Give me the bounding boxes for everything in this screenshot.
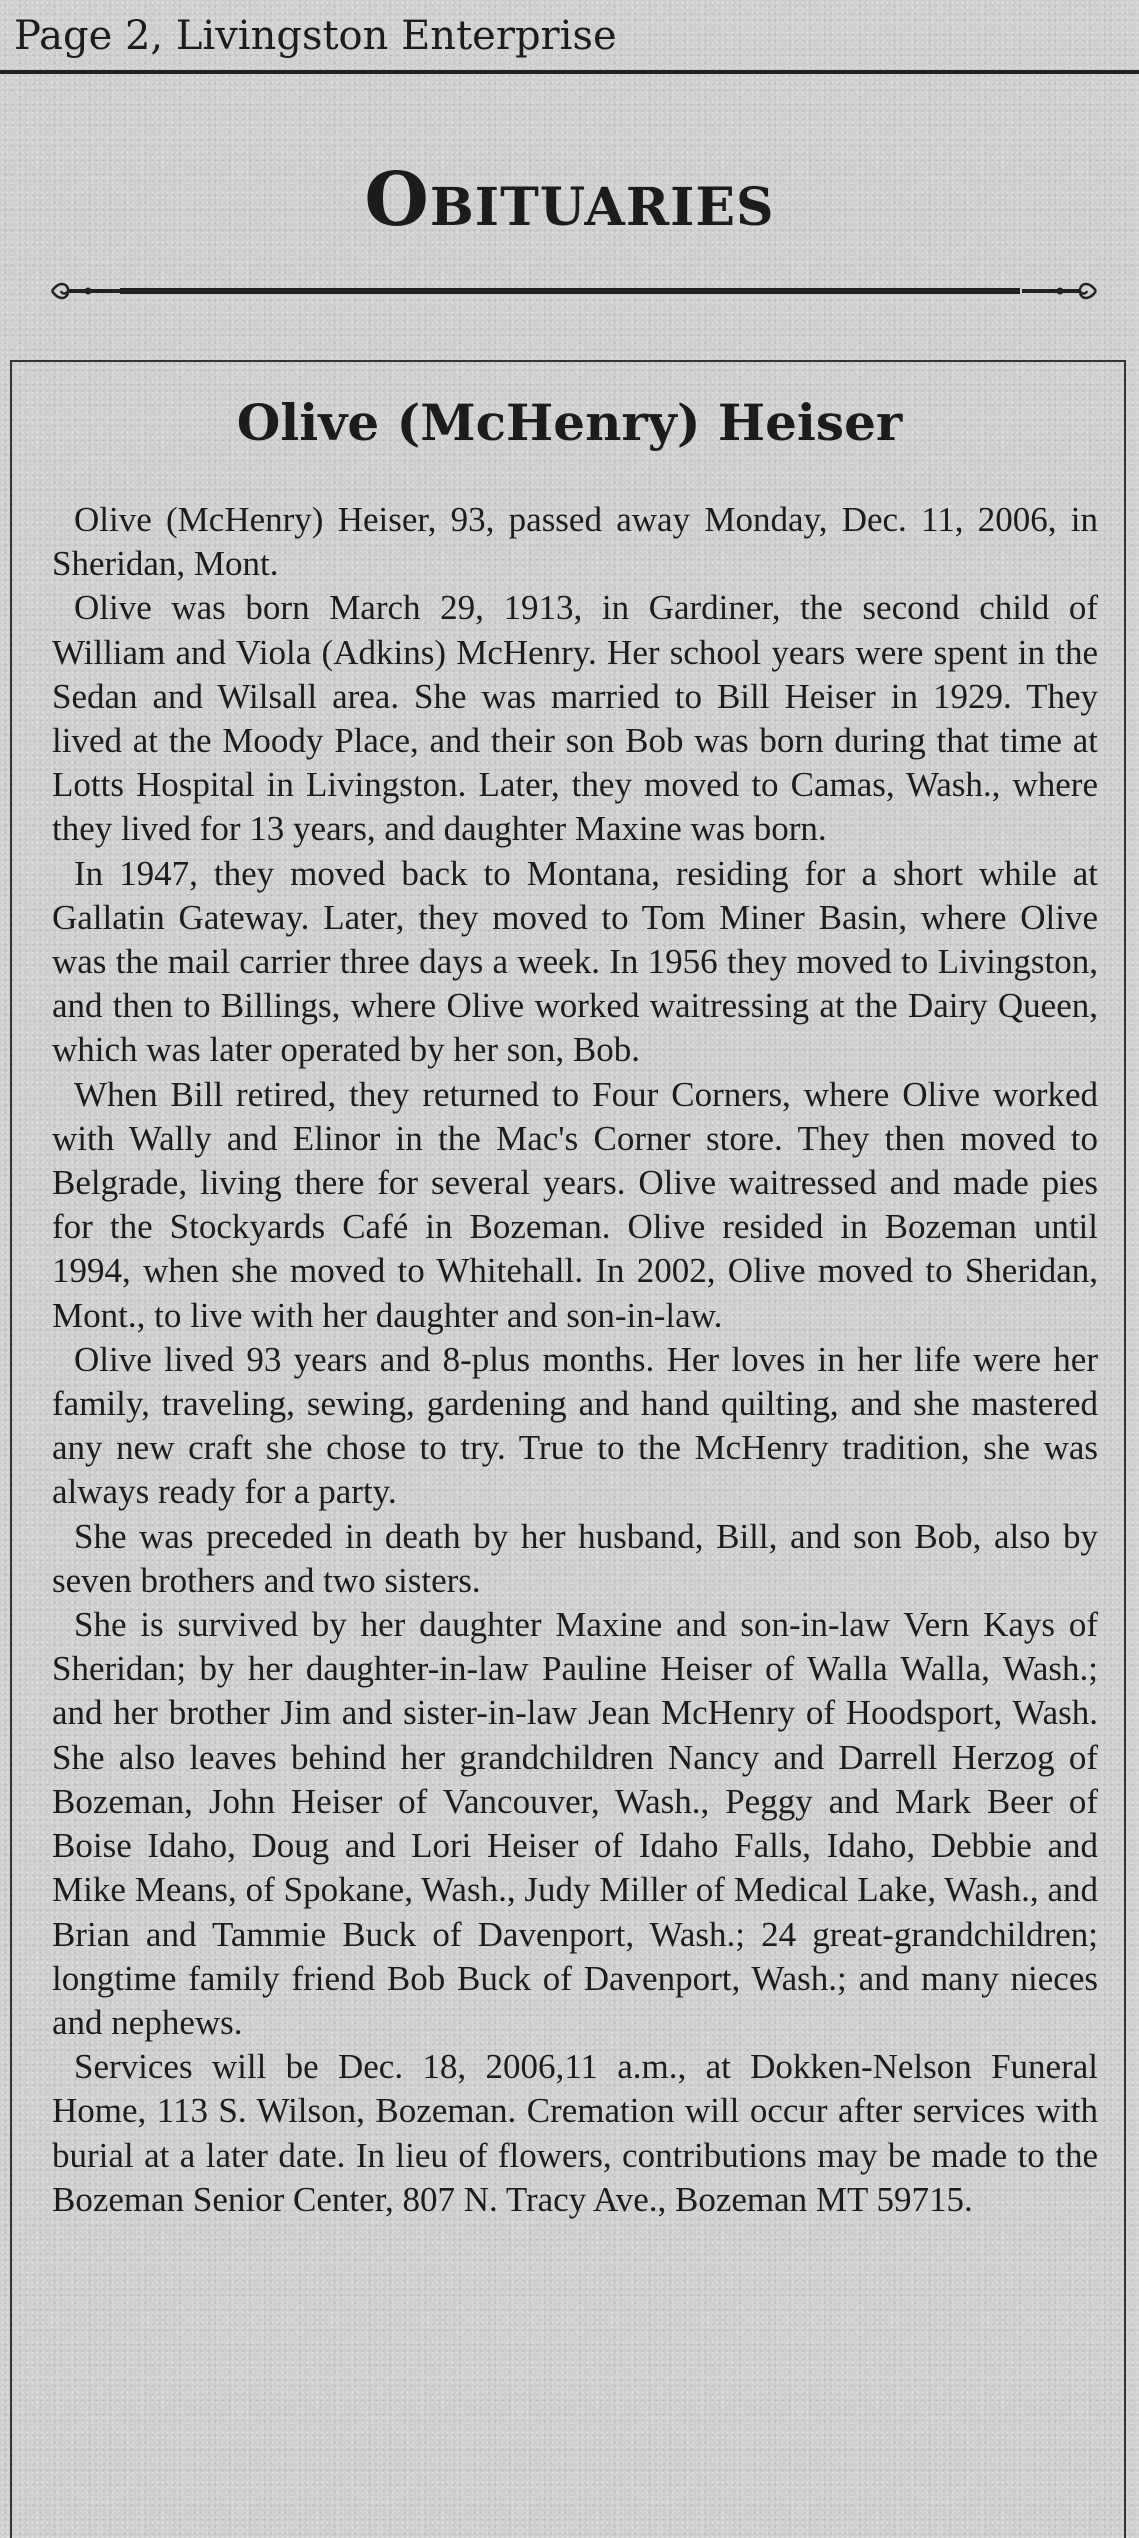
- obituary-paragraph: When Bill retired, they returned to Four Corners, where Olive worked with Wally and Elinor in the Mac's Corner store. They then moved to Belgrade, living there for several years. Olive waitressed and made pies for the Stockyards Café in Bozeman. Olive resided in Bozeman until 1994, when she moved to Whitehall. In 2002, Olive moved to Sheridan, Mont., to live with her daughter and son-in-law.: [52, 1074, 1098, 1335]
- section-title: Obituaries: [364, 157, 775, 243]
- header-rule: [0, 70, 1139, 74]
- page-header: Page 2, Livingston Enterprise: [14, 13, 617, 59]
- obituary-name: Olive (McHenry) Heiser: [236, 393, 903, 452]
- obituary-paragraph: Olive lived 93 years and 8-plus months. Her loves in her life were her family, traveling, sewing, gardening and hand quilting, and she mastered any new craft she chose to try. True to the McHenry tradition, she was always ready for a party.: [52, 1339, 1098, 1512]
- obituary-paragraph: Olive (McHenry) Heiser, 93, passed away Monday, Dec. 11, 2006, in Sheridan, Mont.: [52, 500, 1098, 584]
- obituary-paragraph: In 1947, they moved back to Montana, residing for a short while at Gallatin Gateway. Later, they moved to Tom Miner Basin, where Olive was the mail carrier three days a week. In 1956 they moved to Livingston, and then to Billings, where Olive worked waitressing at the Dairy Queen, which was later operated by her son, Bob.: [52, 853, 1098, 1070]
- obituary-paragraph: She is survived by her daughter Maxine and son-in-law Vern Kays of Sheridan; by her daughter-in-law Pauline Heiser of Walla Walla, Wash.; and her brother Jim and sister-in-law Jean McHenry of Hoodsport, Wash. She also leaves behind her grandchildren Nancy and Darrell Herzog of Bozeman, John Heiser of Vancouver, Wash., Peggy and Mark Beer of Boise Idaho, Doug and Lori Heiser of Idaho Falls, Idaho, Debbie and Mike Means, of Spokane, Wash., Judy Miller of Medical Lake, Wash., and Brian and Tammie Buck of Davenport, Wash.; 24 great-grandchildren; longtime family friend Bob Buck of Davenport, Wash.; and many nieces and nephews.: [52, 1605, 1098, 2042]
- obituary-paragraph: Services will be Dec. 18, 2006,11 a.m., at Dokken-Nelson Funeral Home, 113 S. Wilson, Bozeman. Cremation will occur after services with burial at a later date. In lieu of flowers, contributions may be made to the Bozeman Senior Center, 807 N. Tracy Ave., Bozeman MT 59715.: [52, 2047, 1098, 2219]
- obituary-body: [52, 498, 1098, 2222]
- obituary-paragraph: She was preceded in death by her husband, Bill, and son Bob, also by seven brothers and two sisters.: [52, 1516, 1098, 1600]
- right-scroll-ornament-icon: [1020, 280, 1100, 302]
- left-scroll-ornament-icon: [48, 280, 128, 302]
- title-rule: [120, 288, 1020, 294]
- obituary-paragraph: Olive was born March 29, 1913, in Gardiner, the second child of William and Viola (Adkins) McHenry. Her school years were spent in the Sedan and Wilsall area. She was married to Bill Heiser in 1929. They lived at the Moody Place, and their son Bob was born during that time at Lotts Hospital in Livingston. Later, they moved to Camas, Wash., where they lived for 13 years, and daughter Maxine was born.: [52, 588, 1098, 849]
